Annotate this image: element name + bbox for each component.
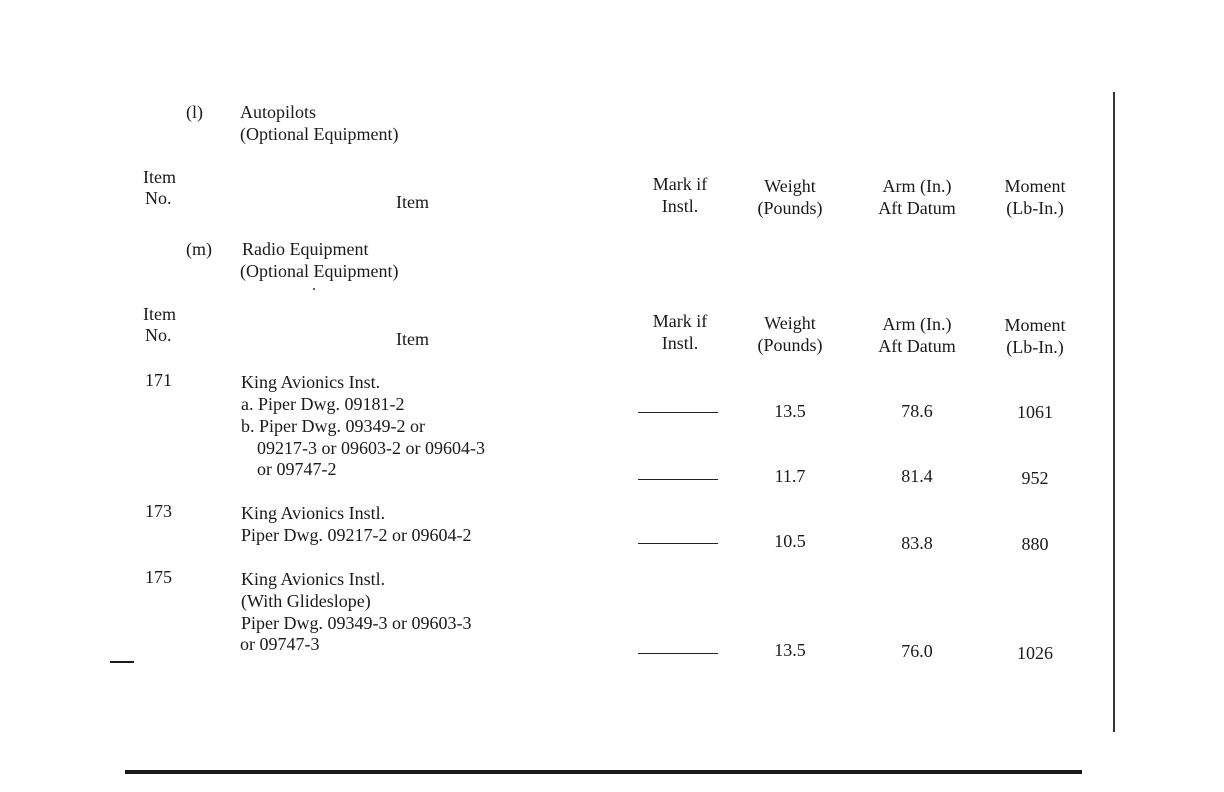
weight-value: 11.7	[774, 466, 806, 486]
header-arm-line1: Arm (In.)	[882, 314, 952, 334]
item-description-line: Piper Dwg. 09349-3 or 09603-3	[241, 613, 472, 633]
item-description-line: King Avionics Instl.	[241, 569, 386, 589]
moment-value: 880	[1021, 534, 1049, 554]
item-description-line: 09217-3 or 09603-2 or 09604-3	[257, 438, 485, 458]
bottom-rule	[125, 770, 1082, 774]
header-arm-line2: Aft Datum	[878, 198, 956, 218]
header-item-no-line2: No.	[145, 188, 172, 208]
header-moment-line2: (Lb-In.)	[1006, 198, 1064, 218]
header-weight-line2: (Pounds)	[757, 335, 823, 355]
arm-value: 76.0	[901, 641, 933, 661]
weight-value: 10.5	[774, 531, 806, 551]
item-description-line: King Avionics Inst.	[241, 372, 381, 392]
header-arm-line2: Aft Datum	[878, 336, 956, 356]
weight-value: 13.5	[774, 640, 806, 660]
header-mark-line2: Instl.	[661, 196, 699, 216]
header-item: Item	[396, 329, 429, 349]
section-subtitle-autopilots: (Optional Equipment)	[240, 124, 399, 144]
header-weight-line2: (Pounds)	[757, 198, 823, 218]
item-number: 173	[145, 501, 172, 521]
header-moment-line1: Moment	[1004, 315, 1066, 335]
arm-value: 81.4	[901, 466, 933, 486]
item-description-line: King Avionics Instl.	[241, 503, 386, 523]
header-mark-line1: Mark if	[652, 174, 708, 194]
arm-value: 83.8	[901, 533, 933, 553]
header-item-no-line2: No.	[145, 325, 172, 345]
section-title-radio: Radio Equipment	[242, 239, 369, 259]
moment-value: 1026	[1017, 643, 1053, 663]
moment-value: 1061	[1017, 402, 1053, 422]
header-moment-line2: (Lb-In.)	[1006, 337, 1064, 357]
item-number: 175	[145, 567, 172, 587]
item-description-line: or 09747-3	[240, 634, 320, 654]
item-description-line: (With Glideslope)	[241, 591, 371, 611]
mark-if-installed-blank[interactable]	[638, 653, 718, 654]
header-item: Item	[396, 192, 429, 212]
arm-value: 78.6	[901, 401, 933, 421]
right-margin-rule	[1113, 92, 1115, 732]
section-marker-l: (l)	[186, 102, 203, 122]
section-title-autopilots: Autopilots	[240, 102, 317, 122]
header-weight-line1: Weight	[764, 313, 816, 333]
section-subtitle-radio: (Optional Equipment)	[240, 261, 399, 281]
header-item-no-line1: Item	[143, 167, 176, 187]
margin-tick-mark	[110, 661, 134, 663]
moment-value: 952	[1021, 468, 1049, 488]
item-number: 171	[145, 370, 172, 390]
item-description-line: Piper Dwg. 09217-2 or 09604-2	[241, 525, 472, 545]
header-mark-line2: Instl.	[661, 333, 699, 353]
header-item-no-line1: Item	[143, 304, 176, 324]
weight-value: 13.5	[774, 401, 806, 421]
item-description-line: a. Piper Dwg. 09181-2	[241, 394, 405, 414]
header-moment-line1: Moment	[1004, 176, 1066, 196]
item-description-line: b. Piper Dwg. 09349-2 or	[241, 416, 425, 436]
mark-if-installed-blank[interactable]	[638, 543, 718, 544]
section-marker-m: (m)	[186, 239, 212, 259]
stray-mark	[313, 288, 315, 290]
item-description-line: or 09747-2	[257, 459, 337, 479]
header-arm-line1: Arm (In.)	[882, 176, 952, 196]
mark-if-installed-blank[interactable]	[638, 479, 718, 480]
mark-if-installed-blank[interactable]	[638, 412, 718, 413]
header-weight-line1: Weight	[764, 176, 816, 196]
header-mark-line1: Mark if	[652, 311, 708, 331]
